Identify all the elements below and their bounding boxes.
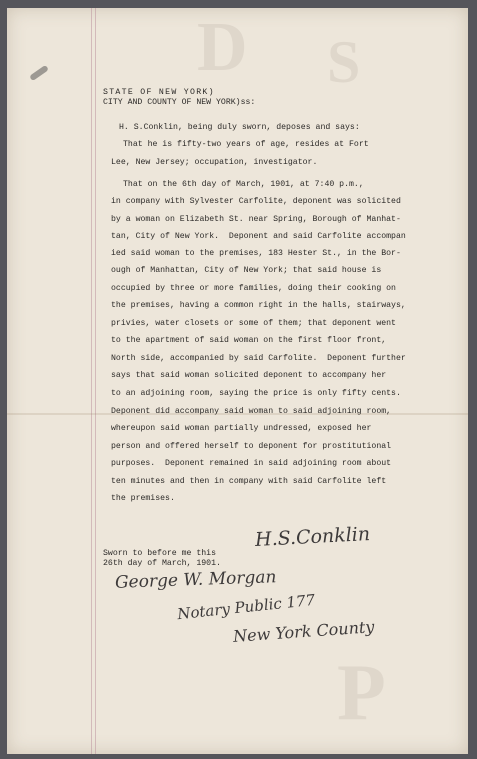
header-state: STATE OF NEW YORK) [103,88,215,97]
jurat-line-2: 26th day of March, 1901. [103,559,221,568]
body-line: H. S.Conklin, being duly sworn, deposes and says: [119,123,360,132]
body-line: the premises. [111,494,175,503]
margin-rule [95,8,96,754]
body-line: ough of Manhattan, City of New York; that said house is [111,266,382,275]
body-line: Lee, New Jersey; occupation, investigator. [111,158,318,167]
jurat-line-1: Sworn to before me this [103,549,217,558]
margin-rule [91,8,92,754]
deponent-signature: H.S.Conklin [254,523,371,551]
body-line: ied said woman to the premises, 183 Hester St., in the Bor- [111,249,401,258]
notary-county: New York County [232,617,375,646]
body-line: whereupon said woman partially undressed, exposed her [111,424,372,433]
body-line: privies, water closets or some of them; that deponent went [111,319,396,328]
body-line: Deponent did accompany said woman to said adjoining room, [111,407,392,416]
notary-signature: George W. Morgan [114,567,277,593]
watermark: P [337,649,386,737]
body-line: That on the 6th day of March, 1901, at 7:40 p.m., [123,180,364,189]
watermark: D [197,9,248,86]
body-line: That he is fifty-two years of age, resides at Fort [123,140,369,149]
body-line: person and offered herself to deponent for prostitutional [111,442,392,451]
ink-smudge [29,65,49,81]
body-line: in company with Sylvester Carfolite, deponent was solicited [111,197,401,206]
body-line: to the apartment of said woman on the first floor front, [111,336,387,345]
document-page [7,8,468,754]
body-line: North side, accompanied by said Carfolite. Deponent further [111,354,406,363]
body-line: ten minutes and then in company with said Carfolite left [111,477,387,486]
body-line: says that said woman solicited deponent to accompany her [111,371,387,380]
body-line: the premises, having a common right in the halls, stairways, [111,301,406,310]
body-line: tan, City of New York. Deponent and said Carfolite accompan [111,232,406,241]
header-county: CITY AND COUNTY OF NEW YORK)ss: [103,98,256,107]
body-line: to an adjoining room, saying the price is only fifty cents. [111,389,401,398]
watermark: S [327,29,361,95]
body-line: occupied by three or more families, doing their cooking on [111,284,396,293]
notary-title: Notary Public 177 [176,590,316,624]
body-line: by a woman on Elizabeth St. near Spring, Borough of Manhat- [111,215,401,224]
body-line: purposes. Deponent remained in said adjoining room about [111,459,392,468]
